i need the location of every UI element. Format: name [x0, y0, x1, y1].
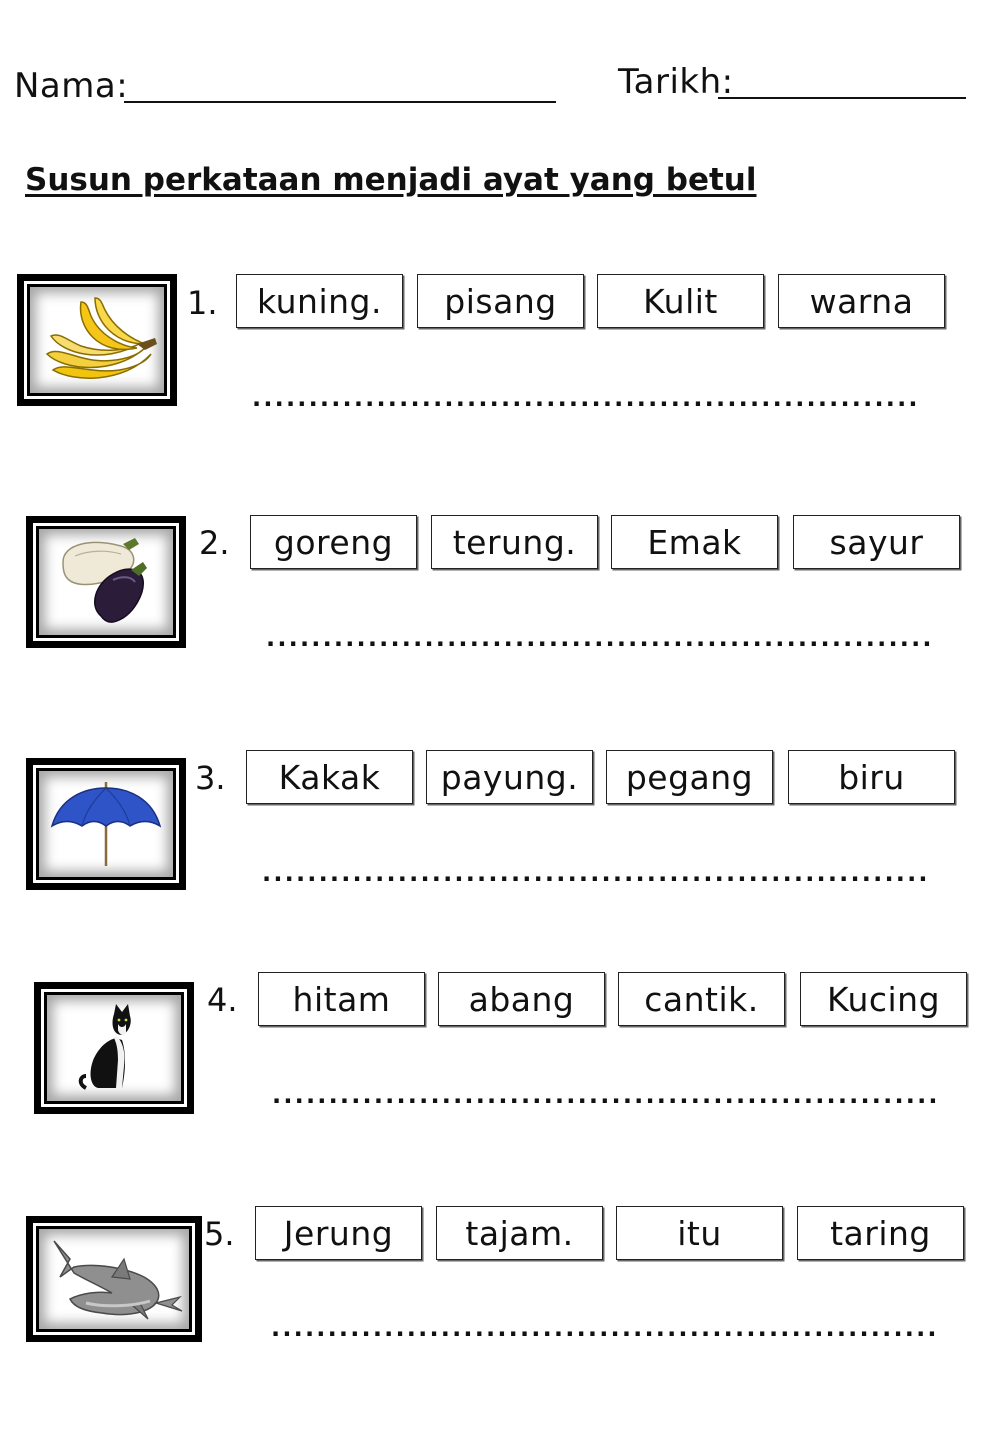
question-1-word-3[interactable]: Kulit: [597, 274, 764, 328]
question-1-number: 1.: [187, 284, 218, 322]
question-2-picture-frame: [26, 516, 186, 648]
question-1-word-2[interactable]: pisang: [417, 274, 584, 328]
question-1-word-1[interactable]: kuning.: [236, 274, 403, 328]
instruction-heading: Susun perkataan menjadi ayat yang betul: [25, 162, 757, 198]
question-3-word-2[interactable]: payung.: [426, 750, 593, 804]
question-3-word-1[interactable]: Kakak: [246, 750, 413, 804]
date-answer-line[interactable]: [718, 97, 966, 99]
question-5-word-2[interactable]: tajam.: [436, 1206, 603, 1260]
question-5-word-1[interactable]: Jerung: [255, 1206, 422, 1260]
question-4-picture-frame: [34, 982, 194, 1114]
date-label: Tarikh:: [618, 62, 734, 102]
question-5-word-4[interactable]: taring: [797, 1206, 964, 1260]
question-4-word-3[interactable]: cantik.: [618, 972, 785, 1026]
question-1-answer-line[interactable]: ...........................................................: [252, 384, 920, 412]
question-3-word-3[interactable]: pegang: [606, 750, 773, 804]
question-4-answer-line[interactable]: ...........................................................: [272, 1081, 940, 1109]
banana-icon: [33, 292, 161, 388]
question-5-picture-frame: [26, 1216, 202, 1342]
question-3-picture-frame: [26, 758, 186, 890]
question-2-word-2[interactable]: terung.: [431, 515, 598, 569]
question-5-word-3[interactable]: itu: [616, 1206, 783, 1260]
name-answer-line[interactable]: [124, 101, 556, 103]
question-1-word-4[interactable]: warna: [778, 274, 945, 328]
question-4-number: 4.: [207, 981, 238, 1019]
eggplant-icon: [51, 534, 161, 630]
question-2-number: 2.: [199, 524, 230, 562]
question-1-picture-frame: [17, 274, 177, 406]
question-3-word-4[interactable]: biru: [788, 750, 955, 804]
name-label: Nama:: [14, 66, 129, 106]
question-5-answer-line[interactable]: ...........................................................: [271, 1314, 939, 1342]
cat-icon: [64, 1000, 164, 1096]
question-3-number: 3.: [195, 759, 226, 797]
umbrella-icon: [46, 776, 166, 872]
question-4-word-2[interactable]: abang: [438, 972, 605, 1026]
question-2-word-3[interactable]: Emak: [611, 515, 778, 569]
shark-icon: [40, 1233, 188, 1325]
question-3-answer-line[interactable]: ...........................................................: [262, 859, 930, 887]
question-5-number: 5.: [204, 1215, 235, 1253]
question-2-answer-line[interactable]: ...........................................................: [266, 624, 934, 652]
question-4-word-1[interactable]: hitam: [258, 972, 425, 1026]
question-2-word-4[interactable]: sayur: [793, 515, 960, 569]
question-2-word-1[interactable]: goreng: [250, 515, 417, 569]
question-4-word-4[interactable]: Kucing: [800, 972, 967, 1026]
